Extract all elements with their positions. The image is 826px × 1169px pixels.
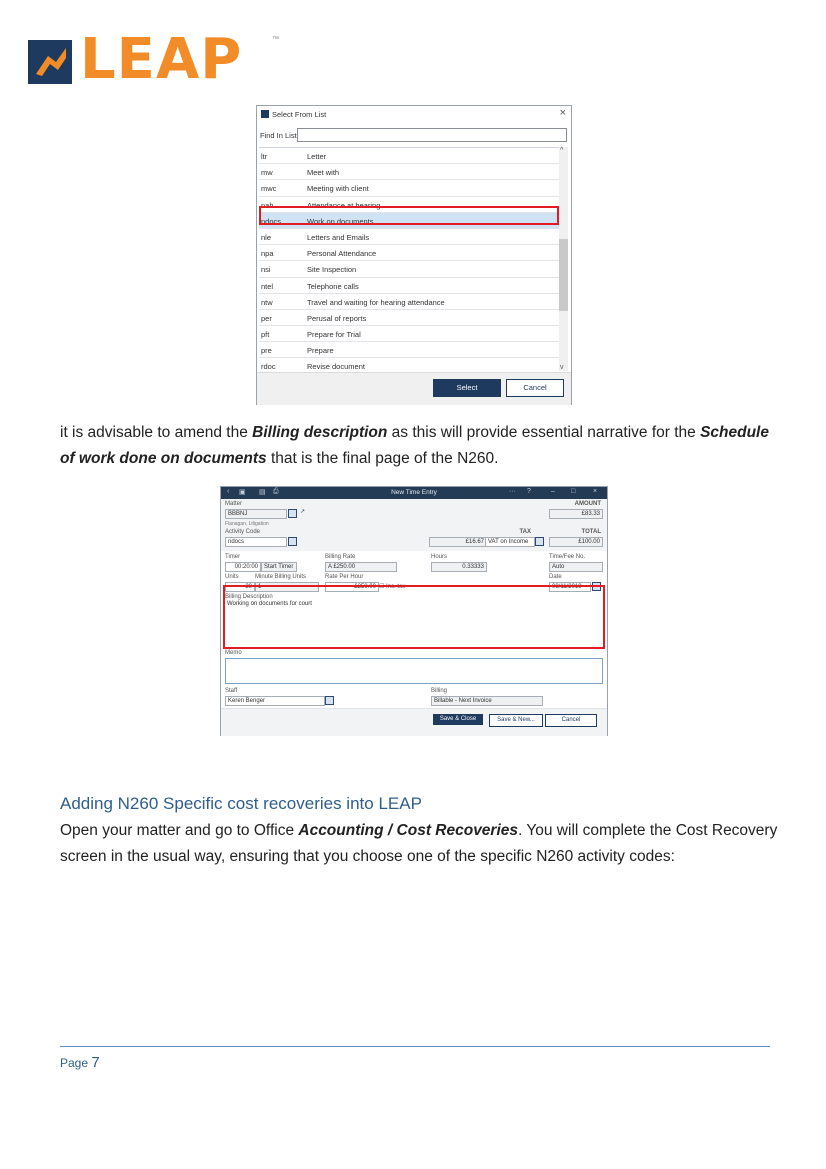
- app-icon: [261, 110, 269, 118]
- list-row-mwc[interactable]: [259, 180, 559, 196]
- row-code: ltr: [261, 152, 268, 161]
- find-in-list-label: Find In List: [260, 131, 297, 140]
- billing-rate-label: Billing Rate: [325, 554, 356, 560]
- help-icon[interactable]: ?: [527, 488, 531, 495]
- find-in-list-input[interactable]: [297, 128, 567, 142]
- folder-icon[interactable]: [288, 509, 297, 518]
- page-number: [60, 1054, 100, 1071]
- staff-label: Staff: [225, 688, 238, 694]
- camera-icon[interactable]: ▣: [239, 489, 246, 496]
- row-description: Telephone calls: [307, 281, 359, 291]
- list-row-ntw[interactable]: [259, 294, 559, 310]
- section-heading: Adding N260 Specific cost recoveries into LEAP: [60, 794, 422, 813]
- window-titlebar: [221, 487, 607, 499]
- page-label: Page: [60, 1056, 92, 1070]
- matter-field[interactable]: BBBNJ: [225, 509, 287, 519]
- trademark-mark: ™: [272, 36, 279, 43]
- emphasis: Schedule of work done on documents: [60, 424, 769, 467]
- row-description: Attendance at hearing: [307, 200, 381, 210]
- amount-label: AMOUNT: [574, 501, 601, 507]
- more-icon[interactable]: ···: [509, 488, 516, 495]
- list-row-pre[interactable]: [259, 342, 559, 358]
- activity-code-list[interactable]: [259, 147, 559, 372]
- time-fee-no-label: Time/Fee No.: [549, 554, 586, 560]
- row-description: Work on documents: [307, 216, 374, 226]
- list-row-pft[interactable]: [259, 326, 559, 342]
- emphasis: Billing description: [252, 424, 388, 441]
- units-label: Units: [225, 574, 239, 580]
- emphasis: Accounting / Cost Recoveries: [298, 822, 519, 839]
- total-field: £100.00: [549, 537, 603, 547]
- billing-description-label: Billing Description: [225, 594, 273, 600]
- open-external-icon[interactable]: ↗: [300, 509, 306, 515]
- minute-billing-units-label: Minute Billing Units: [255, 574, 307, 580]
- minimize-icon[interactable]: –: [551, 488, 555, 495]
- select-from-list-dialog: [256, 105, 572, 405]
- date-field[interactable]: 08/11/2019: [549, 582, 591, 592]
- matter-label: Matter: [225, 501, 243, 507]
- new-time-entry-window: [220, 486, 608, 736]
- folder-icon[interactable]: [535, 537, 544, 546]
- list-row-ltr[interactable]: [259, 148, 559, 164]
- paragraph-cost-recoveries: [60, 818, 780, 870]
- row-description: Perusal of reports: [307, 313, 367, 323]
- selected-row-highlight: [259, 206, 559, 225]
- dialog-titlebar: [257, 106, 571, 124]
- row-description: Meet with: [307, 168, 340, 178]
- inc-tax-checkbox[interactable]: ☐ Inc. tax: [379, 584, 406, 590]
- row-code: per: [261, 313, 272, 323]
- delete-icon[interactable]: ▤: [259, 489, 266, 496]
- amount-field: £83.33: [549, 509, 603, 519]
- row-code: ntw: [261, 297, 273, 307]
- footer-rule: [60, 1046, 770, 1047]
- row-code: nsi: [261, 265, 271, 275]
- dialog-title: Select From List: [272, 110, 327, 119]
- tax-label: TAX: [519, 529, 531, 535]
- dialog-footer: [257, 372, 571, 405]
- text: it is advisable to amend the: [60, 424, 253, 441]
- scroll-down-icon[interactable]: v: [560, 364, 564, 371]
- save-new-button[interactable]: Save & New...: [489, 714, 543, 727]
- list-row-mw[interactable]: [259, 164, 559, 180]
- row-code: ntel: [261, 281, 274, 291]
- save-close-button[interactable]: Save & Close: [433, 714, 483, 725]
- billing-select[interactable]: Billable - Next Invoice: [431, 696, 543, 706]
- row-description: Prepare: [307, 346, 334, 356]
- inc-tax-label: Inc. tax: [386, 584, 406, 590]
- list-row-nsi[interactable]: [259, 261, 559, 277]
- text: Open your matter and go to Office: [60, 822, 299, 839]
- row-description: Revise document: [307, 362, 365, 372]
- text: as this will provide essential narrative for the: [387, 424, 701, 441]
- page-number-value: 7: [91, 1054, 100, 1071]
- tax-type-select[interactable]: VAT on Income: [485, 537, 535, 547]
- time-fee-no-field: Auto: [549, 562, 603, 572]
- row-code: mw: [261, 168, 273, 178]
- rate-per-hour-label: Rate Per Hour: [325, 574, 364, 580]
- date-label: Date: [549, 574, 562, 580]
- billing-description-highlight: [223, 585, 605, 649]
- row-description: Letters and Emails: [307, 232, 370, 242]
- row-code: nah: [261, 200, 274, 210]
- timer-label: Timer: [225, 554, 241, 560]
- activity-code-label: Activity Code: [225, 529, 261, 535]
- scrollbar-thumb[interactable]: [559, 239, 568, 311]
- paragraph-billing-advice: [60, 420, 780, 472]
- print-icon[interactable]: ⎙: [273, 488, 279, 495]
- row-description: Personal Attendance: [307, 249, 377, 259]
- list-row-nle[interactable]: [259, 229, 559, 245]
- row-code: rdoc: [261, 362, 276, 372]
- row-description: Travel and waiting for hearing attendance: [307, 297, 445, 307]
- row-code: ndocs: [261, 216, 282, 226]
- hours-label: Hours: [431, 554, 448, 560]
- cancel-button[interactable]: Cancel: [545, 714, 597, 727]
- leap-logo-icon: [28, 40, 72, 84]
- close-icon[interactable]: ×: [559, 107, 566, 119]
- memo-label: Memo: [225, 650, 242, 656]
- row-code: pft: [261, 330, 270, 340]
- text: that is the final page of the N260.: [266, 450, 499, 467]
- row-description: Prepare for Trial: [307, 330, 361, 340]
- row-description: Site Inspection: [307, 265, 357, 275]
- list-row-ntel[interactable]: [259, 278, 559, 294]
- start-timer-button[interactable]: Start Timer: [261, 562, 297, 572]
- row-code: npa: [261, 249, 274, 259]
- activity-code-field[interactable]: ndocs: [225, 537, 287, 547]
- staff-field[interactable]: Keren Benger: [225, 696, 325, 706]
- back-icon[interactable]: ‹: [227, 488, 230, 495]
- units-field[interactable]: 20: [225, 582, 255, 592]
- total-label: TOTAL: [581, 529, 601, 535]
- window-title: New Time Entry: [391, 489, 437, 496]
- row-code: nle: [261, 232, 272, 242]
- row-description: Letter: [307, 152, 327, 161]
- folder-icon[interactable]: [288, 537, 297, 546]
- billing-rate-select[interactable]: A £250.00: [325, 562, 397, 572]
- tax-field: £16.67: [429, 537, 487, 547]
- row-description: Meeting with client: [307, 184, 369, 194]
- hours-field: 0.33333: [431, 562, 487, 572]
- close-icon[interactable]: ×: [593, 488, 598, 495]
- list-row-npa[interactable]: [259, 245, 559, 261]
- billing-description-textarea[interactable]: Working on documents for court: [227, 601, 312, 607]
- select-button[interactable]: Select: [433, 379, 501, 397]
- scroll-up-icon[interactable]: ^: [560, 147, 564, 154]
- maximize-icon[interactable]: □: [571, 488, 576, 495]
- leap-logo-text: LEAP: [80, 27, 243, 92]
- rate-per-hour-field[interactable]: £250.00: [325, 582, 379, 592]
- memo-textarea[interactable]: [225, 658, 603, 684]
- leap-logo: [28, 27, 279, 92]
- text: . You will complete the Cost Recovery screen in the usual way, ensuring that you choose one of the specific N260 activity codes:: [60, 822, 778, 865]
- folder-icon[interactable]: [325, 696, 334, 705]
- row-code: pre: [261, 346, 272, 356]
- list-scrollbar[interactable]: [559, 147, 568, 371]
- timer-field[interactable]: 00:20:00: [225, 562, 261, 572]
- minute-billing-units-select[interactable]: 1: [255, 582, 319, 592]
- billing-label: Billing: [431, 688, 448, 694]
- matter-subtitle: Flanagan, Litigation: [225, 521, 269, 527]
- cancel-button[interactable]: Cancel: [506, 379, 564, 397]
- row-code: mwc: [261, 184, 277, 194]
- list-row-per[interactable]: [259, 310, 559, 326]
